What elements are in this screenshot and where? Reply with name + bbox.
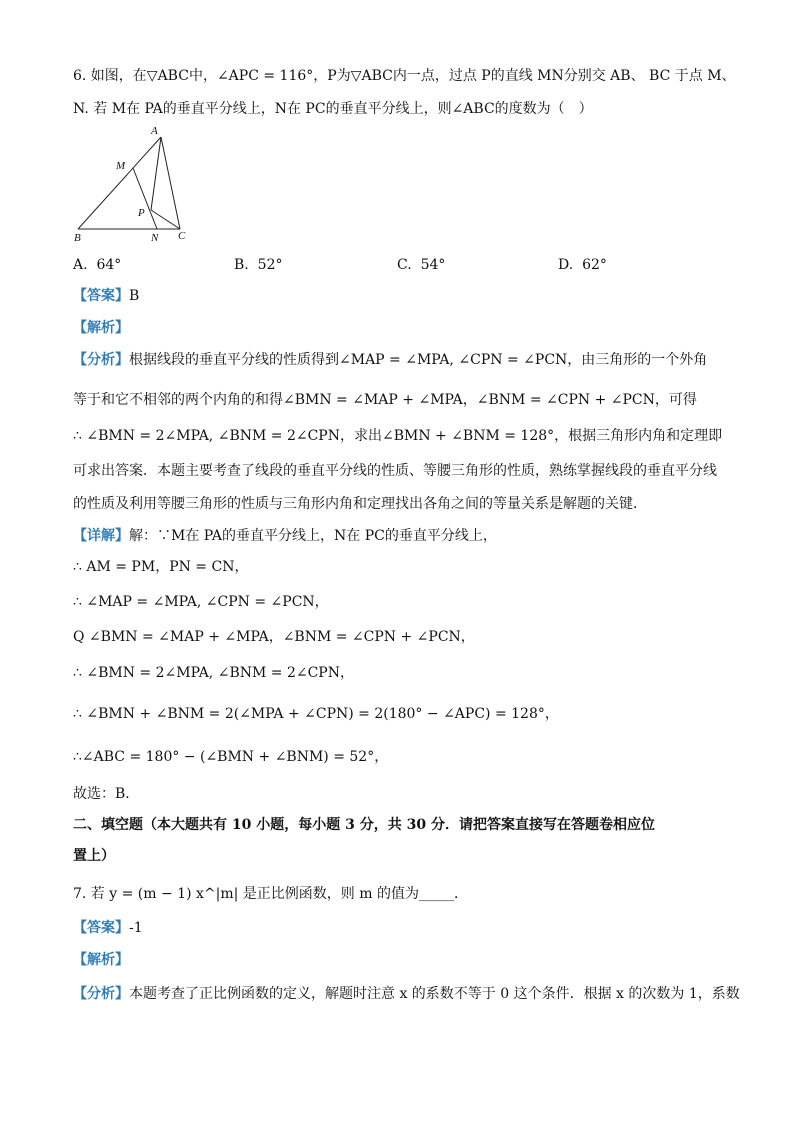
q7-fenxi-tag: 【分析】 (73, 986, 129, 1002)
q6-xiangjie-line (73, 526, 497, 546)
q7-answer-tag: 【答案】 (73, 920, 129, 936)
analysis-tag: 【解析】 (73, 320, 129, 336)
label-a: A (151, 125, 158, 137)
xiangjie-tag: 【详解】 (73, 528, 129, 544)
segment-mn (133, 168, 157, 229)
q6-step-3: Q ∠BMN = ∠MAP + ∠MPA，∠BNM = ∠CPN + ∠PCN， (73, 629, 475, 645)
q6-stem-line-2: N. 若 M在 PA的垂直平分线上，N在 PC的垂直平分线上，则∠ABC的度数为（ ） (73, 101, 593, 117)
label-p: P (138, 207, 145, 219)
q7-analysis-tag: 【解析】 (73, 952, 129, 968)
segment-ac (161, 137, 180, 229)
option-d-value: 62° (582, 257, 607, 273)
q6-answer (73, 286, 139, 306)
q6-fenxi-line-3: ∴ ∠BMN = 2∠MPA, ∠BNM = 2∠CPN，求出∠BMN + ∠BNM = 128°，根据三角形内角和定理即 (73, 428, 723, 444)
q6-fenxi-line-5: 的性质及利用等腰三角形的性质与三角形内角和定理找出各角之间的等量关系是解题的关键． (73, 496, 647, 512)
q6-fenxi-line-2: 等于和它不相邻的两个内角的和得∠BMN = ∠MAP + ∠MPA，∠BNM = ∠CPN + ∠PCN，可得 (73, 392, 697, 408)
fenxi-text-1: 根据线段的垂直平分线的性质得到∠MAP = ∠MPA, ∠CPN = ∠PCN，由三角形的一个外角 (129, 352, 708, 368)
q7-answer (73, 918, 143, 938)
q6-fenxi-line-1 (73, 350, 707, 370)
label-b: B (74, 232, 81, 244)
option-d-letter: D. (558, 257, 574, 273)
answer-tag: 【答案】 (73, 288, 129, 304)
q6-conclusion: 故选：B． (73, 786, 140, 802)
label-c: C (178, 230, 186, 242)
fenxi-tag: 【分析】 (73, 352, 129, 368)
section2-heading-line-2: 置上） (73, 848, 115, 864)
section2-heading-line-1: 二、填空题（本大题共有 10 小题，每小题 3 分，共 30 分．请把答案直接写在答题卷相应位 (73, 817, 655, 833)
option-b (234, 255, 282, 275)
q7-analysis-heading (73, 950, 129, 970)
q6-step-2: ∴ ∠MAP = ∠MPA, ∠CPN = ∠PCN， (73, 594, 329, 610)
option-d (558, 255, 607, 275)
label-m: M (116, 160, 126, 172)
option-a-value: 64° (96, 257, 122, 273)
q7-question: 7. 若 y = (m − 1) x^|m| 是正比例函数，则 m 的值为_____． (73, 886, 468, 902)
option-a (73, 255, 121, 275)
segment-ap (151, 137, 161, 210)
answer-value: B (129, 288, 140, 304)
q7-answer-value: -1 (129, 920, 143, 936)
option-b-letter: B. (234, 257, 249, 273)
q6-step-6: ∴∠ABC = 180° − (∠BMN + ∠BNM) = 52°， (73, 749, 389, 765)
option-b-value: 52° (257, 257, 283, 273)
label-n: N (151, 232, 159, 244)
q6-step-5: ∴ ∠BMN + ∠BNM = 2(∠MPA + ∠CPN) = 2(180° − ∠APC) = 128°， (73, 706, 559, 722)
triangle-figure (70, 124, 195, 244)
q6-stem-line-1: 6. 如图，在▽ABC中，∠APC = 116°，P为▽ABC内一点，过点 P的直线 MN分别交 AB、 BC 于点 M、 (73, 68, 736, 84)
xiangjie-first: 解：∵M在 PA的垂直平分线上，N在 PC的垂直平分线上， (129, 528, 497, 544)
q6-step-4: ∴ ∠BMN = 2∠MPA, ∠BNM = 2∠CPN， (73, 665, 354, 681)
option-c-letter: C. (397, 257, 412, 273)
q6-analysis-heading (73, 318, 129, 338)
q6-fenxi-line-4: 可求出答案．本题主要考查了线段的垂直平分线的性质、等腰三角形的性质，熟练掌握线段的垂直平分线 (73, 463, 717, 479)
q6-step-1: ∴ AM = PM，PN = CN， (73, 559, 249, 575)
option-c (397, 255, 445, 275)
segment-ab (78, 137, 161, 229)
q7-fenxi-text: 本题考查了正比例函数的定义，解题时注意 x 的系数不等于 0 这个条件．根据 x 的次数为 1，系数 (129, 986, 740, 1002)
option-c-value: 54° (420, 257, 446, 273)
q7-fenxi-line (73, 984, 740, 1004)
option-a-letter: A. (73, 257, 88, 273)
